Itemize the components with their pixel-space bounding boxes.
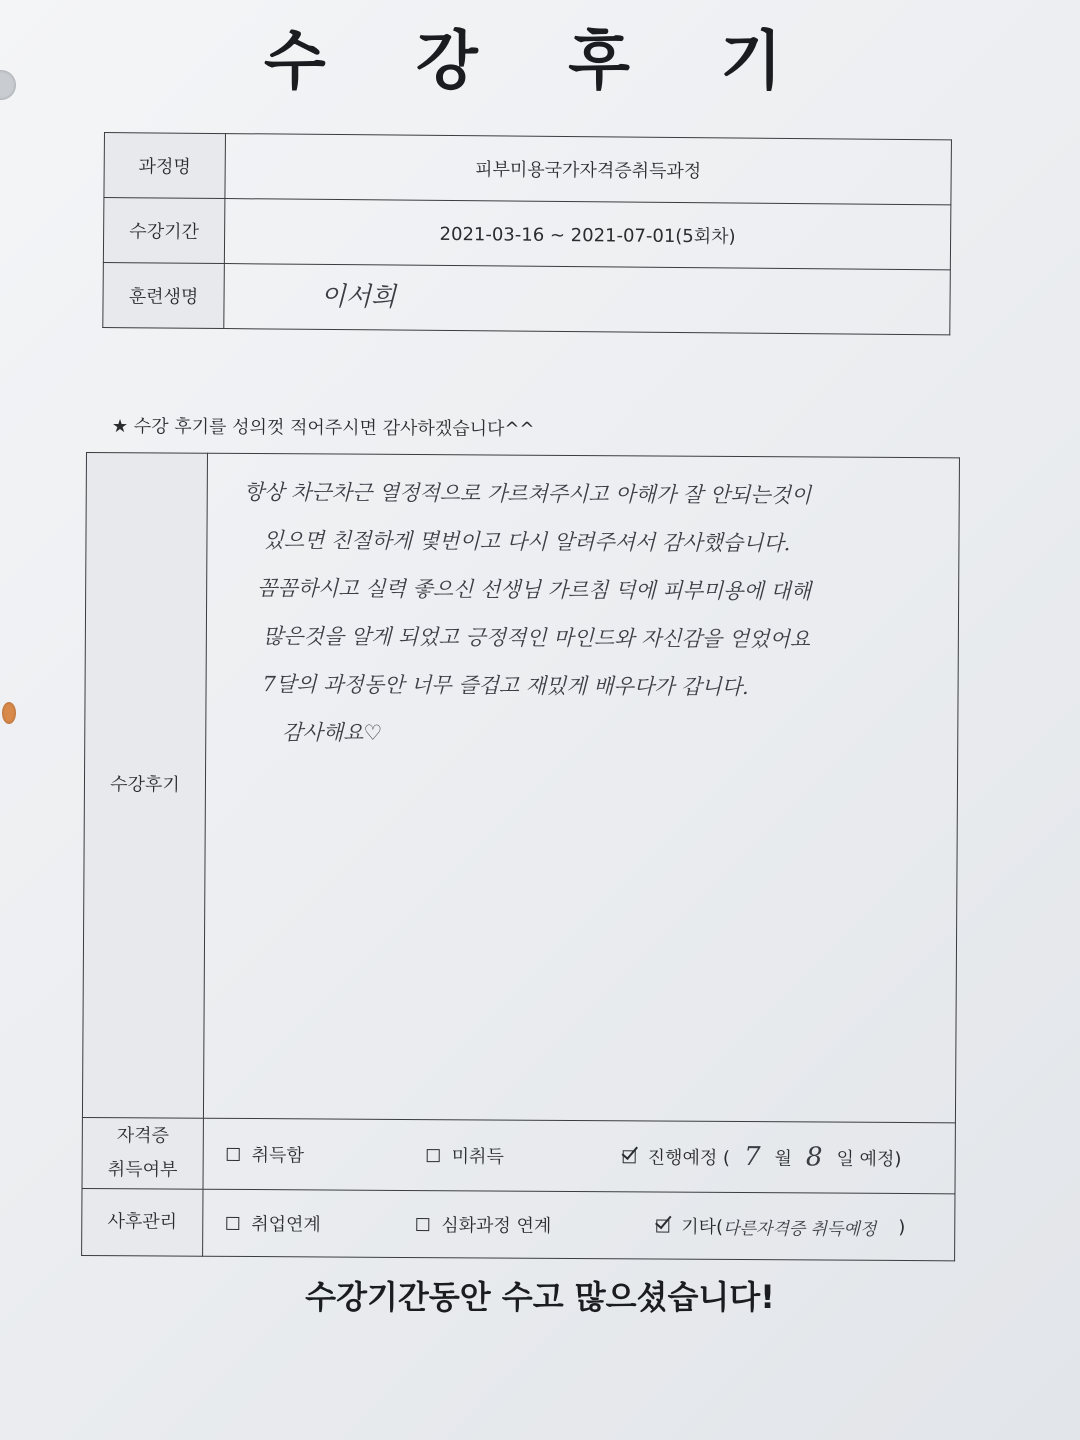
review-text-area bbox=[203, 453, 959, 1123]
option-not-acquired[interactable] bbox=[427, 1142, 623, 1169]
review-line: 있으면 친절하게 몇번이고 다시 알려주셔서 감사했습니다. bbox=[263, 528, 791, 556]
day-value: 8 bbox=[805, 1142, 823, 1173]
option-label-close: ) bbox=[898, 1216, 906, 1238]
trainee-cell bbox=[224, 264, 951, 335]
option-advanced-course[interactable] bbox=[416, 1211, 656, 1238]
option-label: 기타( bbox=[681, 1216, 724, 1238]
review-line: 7달의 과정동안 너무 즐겁고 재밌게 배우다가 갑니다. bbox=[262, 672, 749, 700]
checked-checkbox-icon[interactable] bbox=[656, 1219, 669, 1232]
course-info-table bbox=[102, 132, 952, 335]
option-other[interactable] bbox=[656, 1212, 905, 1240]
option-label: 심화과정 연계 bbox=[441, 1215, 552, 1237]
closing-message: 수강기간동안 수고 많으셨습니다! bbox=[305, 1278, 775, 1316]
month-value: 7 bbox=[743, 1142, 761, 1173]
checked-checkbox-icon[interactable] bbox=[623, 1150, 636, 1163]
course-name-value: 피부미용국가자격증취득과정 bbox=[225, 134, 952, 205]
checkbox-icon[interactable] bbox=[227, 1147, 240, 1160]
checkbox-icon[interactable] bbox=[416, 1218, 429, 1231]
aftercare-options bbox=[203, 1189, 955, 1261]
checkbox-icon[interactable] bbox=[427, 1149, 440, 1162]
period-value: 2021-03-16 ~ 2021-07-01(5회차) bbox=[224, 199, 951, 270]
option-label: 진행예정 ( bbox=[647, 1147, 731, 1169]
other-value: 다른자격증 취득예정 bbox=[723, 1218, 877, 1240]
option-label: 미취득 bbox=[451, 1146, 504, 1168]
option-label: 취업연계 bbox=[251, 1214, 321, 1236]
option-label: 취득함 bbox=[251, 1145, 304, 1167]
course-name-label: 과정명 bbox=[104, 133, 226, 199]
option-acquired[interactable] bbox=[227, 1141, 427, 1168]
instruction-text: ★ 수강 후기를 성의껏 적어주시면 감사하겠습니다^^ bbox=[111, 415, 535, 440]
day-unit: 일 예정) bbox=[836, 1148, 902, 1170]
review-line: 꼼꼼하시고 실력 좋으신 선생님 가르침 덕에 피부미용에 대해 bbox=[257, 576, 812, 604]
trainee-name-value: 이서희 bbox=[320, 281, 397, 313]
option-planned[interactable] bbox=[623, 1141, 902, 1173]
review-line: 항상 차근차근 열정적으로 가르쳐주시고 아해가 잘 안되는것이 bbox=[243, 479, 812, 508]
document-title: 수 강 후 기 bbox=[263, 25, 817, 99]
checkbox-icon[interactable] bbox=[226, 1216, 239, 1229]
option-job-link[interactable] bbox=[226, 1210, 416, 1237]
trainee-label: 훈련생명 bbox=[103, 262, 225, 328]
review-label: 수강후기 bbox=[82, 453, 207, 1119]
certification-label bbox=[82, 1117, 203, 1189]
review-line: 많은것을 알게 되었고 긍정적인 마인드와 자신감을 얻었어요 bbox=[262, 624, 811, 652]
review-table bbox=[81, 452, 960, 1261]
month-unit: 월 bbox=[774, 1148, 792, 1170]
certification-options bbox=[203, 1118, 955, 1194]
paper-mark bbox=[2, 702, 16, 724]
period-label: 수강기간 bbox=[103, 198, 225, 264]
aftercare-label: 사후관리 bbox=[82, 1188, 203, 1256]
certification-label-line: 자격증 bbox=[116, 1125, 169, 1147]
review-line: 감사해요♡ bbox=[282, 720, 383, 745]
certification-label-line: 취득여부 bbox=[107, 1159, 178, 1181]
